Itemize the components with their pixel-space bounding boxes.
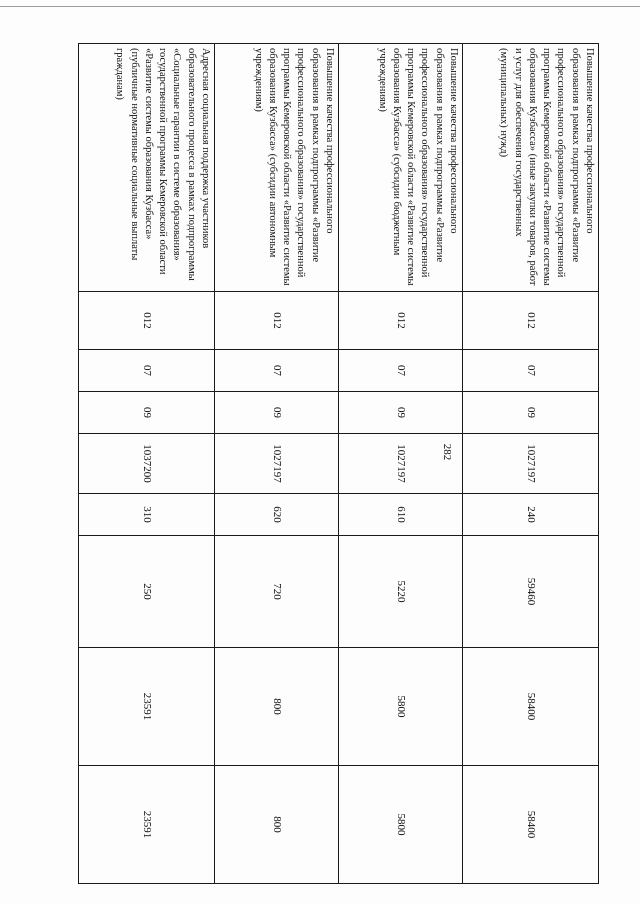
budget-table [78, 43, 599, 884]
target-code: 1037200 [79, 434, 215, 494]
target-code: 1027197 [215, 434, 339, 494]
subsection-code: 09 [463, 392, 599, 434]
section-code: 07 [215, 350, 339, 392]
amount-year-2: 23591 [79, 648, 215, 766]
ministry-code: 012 [339, 292, 463, 350]
target-code: 1027197 [463, 434, 599, 494]
amount-year-3: 5800 [339, 766, 463, 884]
table-row [463, 44, 599, 884]
ministry-code: 012 [79, 292, 215, 350]
subsection-code: 09 [215, 392, 339, 434]
expense-type-code: 620 [215, 494, 339, 536]
section-code: 07 [339, 350, 463, 392]
page-number: 282 [441, 443, 453, 461]
amount-year-2: 58400 [463, 648, 599, 766]
amount-year-3: 800 [215, 766, 339, 884]
row-description: Адресная социальная поддержка участников образовательного процесса в рамках подпрограммы «Социальные гарантии в системе образования» государственной программы Кемеровской области «Развитие системы образования Кузбасса» (публичные нормативные социальные выплаты гражданам) [79, 44, 215, 292]
amount-year-1: 59460 [463, 536, 599, 648]
amount-year-3: 23591 [79, 766, 215, 884]
amount-year-1: 720 [215, 536, 339, 648]
expense-type-code: 610 [339, 494, 463, 536]
section-code: 07 [79, 350, 215, 392]
target-code: 1027197 [339, 434, 463, 494]
section-code: 07 [463, 350, 599, 392]
row-description: Повышение качества профессионального образования в рамках подпрограммы «Развитие профессионального образования» государственной программы Кемеровской области «Развитие системы образования Кузбасса» (субсидии автономным учреждениям) [215, 44, 339, 292]
row-description: Повышение качества профессионального образования в рамках подпрограммы «Развитие профессионального образования» государственной программы Кемеровской области «Развитие системы образования Кузбасса» (субсидии бюджетным учреждениям) [339, 44, 463, 292]
amount-year-2: 800 [215, 648, 339, 766]
table-row [215, 44, 339, 884]
budget-table-rotated [114, 43, 599, 883]
amount-year-3: 58400 [463, 766, 599, 884]
expense-type-code: 310 [79, 494, 215, 536]
ministry-code: 012 [215, 292, 339, 350]
amount-year-1: 250 [79, 536, 215, 648]
expense-type-code: 240 [463, 494, 599, 536]
subsection-code: 09 [79, 392, 215, 434]
ministry-code: 012 [463, 292, 599, 350]
row-description: Повышение качества профессионального образования в рамках подпрограммы «Развитие профессионального образования» государственной программы Кемеровской области «Развитие системы образования Кузбасса» (иные закупки товаров, работ и услуг для обеспечения государственных (муниципальных) нужд) [463, 44, 599, 292]
subsection-code: 09 [339, 392, 463, 434]
table-row [79, 44, 215, 884]
amount-year-2: 5800 [339, 648, 463, 766]
table-row [339, 44, 463, 884]
top-rule [0, 6, 640, 7]
amount-year-1: 5220 [339, 536, 463, 648]
